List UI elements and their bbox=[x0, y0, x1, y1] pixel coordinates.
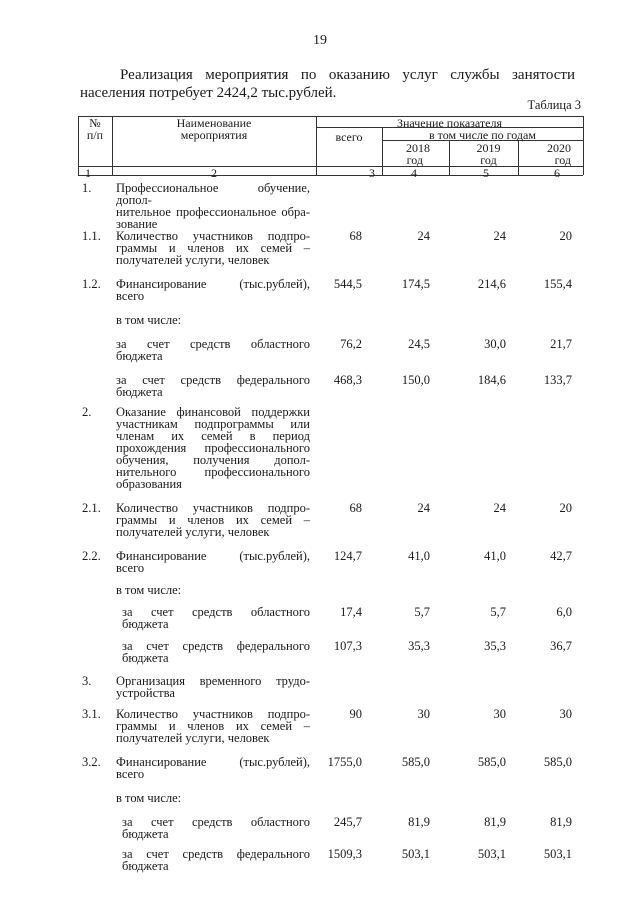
value-2019: 41,0 bbox=[484, 549, 506, 563]
intro-paragraph: Реализация мероприятия по оказанию услуг службы занятости населения потребует 2424,2 тыс.рублей. bbox=[80, 67, 575, 101]
row-number: 1.1. bbox=[82, 229, 101, 243]
value-2018: 5,7 bbox=[414, 605, 430, 619]
value-2019: 214,6 bbox=[477, 277, 506, 291]
row-number: 3.2. bbox=[82, 755, 101, 769]
value-total: 68 bbox=[349, 501, 362, 515]
row-name-line: бюджета bbox=[122, 859, 169, 873]
row-name-line: Количество участников подпро- bbox=[116, 229, 310, 243]
value-total: 468,3 bbox=[333, 373, 362, 387]
value-2020: 36,7 bbox=[550, 639, 572, 653]
row-name-line: всего bbox=[116, 767, 145, 781]
row-name-line: членам их семей в период bbox=[116, 429, 310, 443]
value-2019: 184,6 bbox=[477, 373, 506, 387]
header-vline-right bbox=[583, 116, 584, 175]
value-total: 68 bbox=[349, 229, 362, 243]
value-2020: 503,1 bbox=[543, 847, 572, 861]
value-2018: 585,0 bbox=[401, 755, 430, 769]
value-2018: 30 bbox=[417, 707, 430, 721]
row-name bbox=[116, 792, 310, 804]
row-name-line: получателей услуги, человек bbox=[116, 525, 270, 539]
row-number: 3. bbox=[82, 674, 92, 688]
value-2019: 5,7 bbox=[490, 605, 506, 619]
row-name-line: бюджета bbox=[122, 617, 169, 631]
value-2018: 24 bbox=[417, 229, 430, 243]
row-name bbox=[116, 550, 310, 574]
value-2019: 81,9 bbox=[484, 815, 506, 829]
row-name bbox=[122, 606, 310, 630]
value-2018: 24,5 bbox=[408, 337, 430, 351]
row-number: 3.1. bbox=[82, 707, 101, 721]
value-2019: 35,3 bbox=[484, 639, 506, 653]
value-total: 124,7 bbox=[333, 549, 362, 563]
header-num-6: 6 bbox=[554, 166, 560, 180]
row-name bbox=[116, 230, 310, 266]
row-number: 2.1. bbox=[82, 501, 101, 515]
header-num-4: 4 bbox=[411, 166, 417, 180]
row-name-line: нительного профессионального bbox=[116, 465, 310, 479]
row-name-line: граммы и членов их семей – bbox=[116, 719, 310, 733]
row-name bbox=[122, 640, 310, 664]
value-2020: 30 bbox=[559, 707, 572, 721]
value-2020: 155,4 bbox=[543, 277, 572, 291]
row-name-line: бюджета bbox=[116, 349, 163, 363]
value-2020: 20 bbox=[559, 229, 572, 243]
page-number: 19 bbox=[313, 33, 327, 48]
value-total: 90 bbox=[349, 707, 362, 721]
value-2019: 24 bbox=[493, 229, 506, 243]
row-name-line: зование bbox=[116, 217, 158, 231]
row-name-line: Профессиональное обучение, допол- bbox=[116, 181, 310, 207]
value-2019: 24 bbox=[493, 501, 506, 515]
value-2019: 503,1 bbox=[477, 847, 506, 861]
header-col-by-years: в том числе по годам bbox=[429, 128, 536, 142]
value-2020: 42,7 bbox=[550, 549, 572, 563]
value-2020: 133,7 bbox=[543, 373, 572, 387]
row-name-line: за счет средств областного bbox=[122, 605, 310, 619]
row-name-line: Финансирование (тыс.рублей), bbox=[116, 277, 310, 291]
row-name-line: устройства bbox=[116, 686, 175, 700]
value-total: 17,4 bbox=[340, 605, 362, 619]
row-name-line: Организация временного трудо- bbox=[116, 674, 310, 688]
value-2020: 6,0 bbox=[556, 605, 572, 619]
header-col-name: Наименование мероприятия bbox=[176, 116, 252, 142]
value-total: 1509,3 bbox=[327, 847, 362, 861]
row-name-line: за счет средств областного bbox=[116, 337, 310, 351]
row-name-line: граммы и членов их семей – bbox=[116, 513, 310, 527]
value-2018: 41,0 bbox=[408, 549, 430, 563]
row-number: 1. bbox=[82, 181, 92, 195]
row-name-line: в том числе: bbox=[116, 313, 182, 327]
row-name bbox=[116, 406, 310, 490]
value-2018: 150,0 bbox=[401, 373, 430, 387]
row-name bbox=[116, 338, 310, 362]
row-name bbox=[116, 502, 310, 538]
row-name-line: получателей услуги, человек bbox=[116, 731, 270, 745]
row-name-line: получателей услуги, человек bbox=[116, 253, 270, 267]
row-name-line: Финансирование (тыс.рублей), bbox=[116, 549, 310, 563]
row-name-line: всего bbox=[116, 561, 145, 575]
row-name-line: бюджета bbox=[122, 827, 169, 841]
value-2019: 30,0 bbox=[484, 337, 506, 351]
value-2020: 81,9 bbox=[550, 815, 572, 829]
row-name-line: граммы и членов их семей – bbox=[116, 241, 310, 255]
value-2018: 174,5 bbox=[401, 277, 430, 291]
row-name-line: Финансирование (тыс.рублей), bbox=[116, 755, 310, 769]
row-name bbox=[116, 182, 310, 230]
row-name-line: бюджета bbox=[116, 385, 163, 399]
value-total: 544,5 bbox=[333, 277, 362, 291]
row-name bbox=[116, 756, 310, 780]
row-name bbox=[116, 278, 310, 302]
value-2020: 21,7 bbox=[550, 337, 572, 351]
row-name-line: в том числе: bbox=[116, 791, 182, 805]
header-year-2020: 2020 год bbox=[547, 141, 571, 167]
value-total: 107,3 bbox=[333, 639, 362, 653]
row-name-line: за счет средств федерального bbox=[116, 373, 310, 387]
row-name bbox=[116, 584, 310, 596]
row-name bbox=[122, 848, 310, 872]
value-2020: 20 bbox=[559, 501, 572, 515]
header-num-3: 3 bbox=[369, 166, 375, 180]
value-2019: 30 bbox=[493, 707, 506, 721]
row-name bbox=[116, 708, 310, 744]
header-num-2: 2 bbox=[211, 166, 217, 180]
row-name-line: бюджета bbox=[122, 651, 169, 665]
header-year-2019: 2019 год bbox=[476, 141, 501, 167]
header-col-value: Значение показателя bbox=[396, 116, 503, 130]
value-2018: 503,1 bbox=[401, 847, 430, 861]
value-2018: 24 bbox=[417, 501, 430, 515]
header-col-num: № п/п bbox=[86, 116, 104, 142]
header-col-total: всего bbox=[335, 130, 363, 144]
row-name-line: в том числе: bbox=[116, 583, 182, 597]
row-name-line: Количество участников подпро- bbox=[116, 707, 310, 721]
row-name bbox=[122, 816, 310, 840]
row-name-line: нительное профессиональное обра- bbox=[116, 205, 310, 219]
row-number: 2. bbox=[82, 405, 92, 419]
row-name-line: участникам подпрограммы или bbox=[116, 417, 310, 431]
header-num-5: 5 bbox=[483, 166, 489, 180]
row-name bbox=[116, 314, 310, 326]
value-total: 76,2 bbox=[340, 337, 362, 351]
row-name-line: Количество участников подпро- bbox=[116, 501, 310, 515]
header-year-2018: 2018 год bbox=[406, 141, 430, 167]
row-name-line: Оказание финансовой поддержки bbox=[116, 405, 310, 419]
value-2018: 81,9 bbox=[408, 815, 430, 829]
row-name-line: образования bbox=[116, 477, 182, 491]
row-name bbox=[116, 374, 310, 398]
row-name-line: за счет средств федерального bbox=[122, 639, 310, 653]
row-name bbox=[116, 675, 310, 699]
value-total: 245,7 bbox=[333, 815, 362, 829]
value-2019: 585,0 bbox=[477, 755, 506, 769]
table-caption: Таблица 3 bbox=[527, 98, 581, 112]
row-name-line: всего bbox=[116, 289, 145, 303]
header-num-1: 1 bbox=[85, 166, 91, 180]
row-number: 1.2. bbox=[82, 277, 101, 291]
value-2018: 35,3 bbox=[408, 639, 430, 653]
value-total: 1755,0 bbox=[327, 755, 362, 769]
row-number: 2.2. bbox=[82, 549, 101, 563]
row-name-line: за счет средств федерального bbox=[122, 847, 310, 861]
row-name-line: обучения, получения допол- bbox=[116, 453, 310, 467]
value-2020: 585,0 bbox=[543, 755, 572, 769]
row-name-line: прохождения профессионального bbox=[116, 441, 310, 455]
row-name-line: за счет средств областного bbox=[122, 815, 310, 829]
